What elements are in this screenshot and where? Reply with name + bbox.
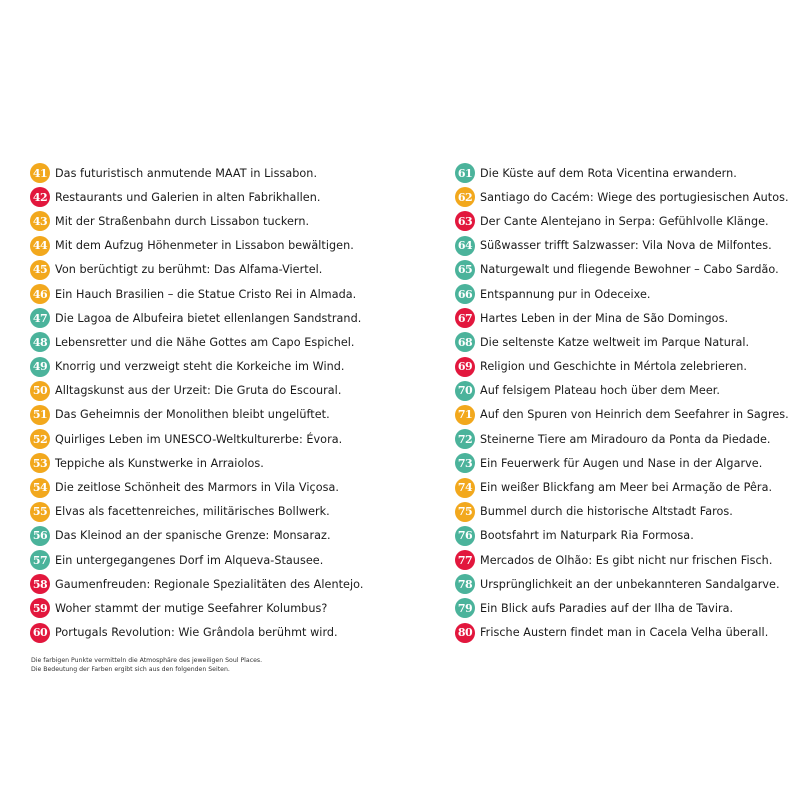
list-item	[455, 427, 795, 451]
number-badge: 49	[30, 357, 50, 377]
list-item	[455, 572, 795, 596]
list-item-text: Ein weißer Blickfang am Meer bei Armação de Pêra.	[480, 481, 773, 495]
list-item	[30, 548, 420, 572]
list-item-text: Teppiche als Kunstwerke in Arraiolos.	[55, 456, 264, 470]
list-item	[455, 209, 795, 233]
list-item-text: Mercados de Olhão: Es gibt nicht nur frischen Fisch.	[480, 553, 773, 567]
number-badge: 70	[455, 381, 475, 401]
list-item-text: Ein Blick aufs Paradies auf der Ilha de Tavira.	[480, 601, 734, 615]
number-badge: 54	[30, 478, 50, 498]
list-item-text: Bummel durch die historische Altstadt Faros.	[480, 505, 733, 519]
list-item	[30, 209, 420, 233]
list-item-text: Der Cante Alentejano in Serpa: Gefühlvolle Klänge.	[480, 214, 769, 228]
list-item	[30, 572, 420, 596]
list-item-text: Auf den Spuren von Heinrich dem Seefahrer in Sagres.	[480, 408, 789, 422]
number-badge: 53	[30, 453, 50, 473]
list-item-text: Ein Hauch Brasilien – die Statue Cristo Rei in Almada.	[55, 287, 357, 301]
list-item	[455, 621, 795, 645]
number-badge: 79	[455, 598, 475, 618]
list-item-text: Entspannung pur in Odeceixe.	[480, 287, 651, 301]
list-item-text: Religion und Geschichte in Mértola zelebrieren.	[480, 360, 748, 374]
number-badge: 46	[30, 284, 50, 304]
number-badge: 68	[455, 332, 475, 352]
list-item-text: Das Kleinod an der spanische Grenze: Monsaraz.	[55, 529, 331, 543]
list-item-text: Portugals Revolution: Wie Grândola berühmt wird.	[55, 626, 338, 640]
list-item-text: Die Lagoa de Albufeira bietet ellenlangen Sandstrand.	[55, 311, 362, 325]
number-badge: 60	[30, 623, 50, 643]
number-badge: 76	[455, 526, 475, 546]
list-item-text: Die Küste auf dem Rota Vicentina erwandern.	[480, 166, 737, 180]
list-item-text: Auf felsigem Plateau hoch über dem Meer.	[480, 384, 720, 398]
footnote-line-1: Die farbigen Punkte vermitteln die Atmosphäre des jeweiligen Soul Places.	[31, 657, 263, 664]
number-badge: 44	[30, 236, 50, 256]
list-item-text: Woher stammt der mutige Seefahrer Kolumbus?	[55, 601, 328, 615]
number-badge: 41	[30, 163, 50, 183]
list-item	[30, 185, 420, 209]
number-badge: 78	[455, 574, 475, 594]
number-badge: 64	[455, 236, 475, 256]
list-item	[455, 524, 795, 548]
list-item	[455, 185, 795, 209]
index-list-left	[30, 161, 420, 645]
number-badge: 45	[30, 260, 50, 280]
number-badge: 56	[30, 526, 50, 546]
number-badge: 65	[455, 260, 475, 280]
list-item	[30, 500, 420, 524]
number-badge: 66	[455, 284, 475, 304]
number-badge: 62	[455, 187, 475, 207]
number-badge: 43	[30, 211, 50, 231]
list-item	[455, 330, 795, 354]
number-badge: 58	[30, 574, 50, 594]
number-badge: 80	[455, 623, 475, 643]
number-badge: 75	[455, 502, 475, 522]
number-badge: 72	[455, 429, 475, 449]
list-item-text: Santiago do Cacém: Wiege des portugiesischen Autos.	[480, 190, 789, 204]
list-item	[30, 306, 420, 330]
number-badge: 71	[455, 405, 475, 425]
number-badge: 47	[30, 308, 50, 328]
list-item-text: Naturgewalt und fliegende Bewohner – Cabo Sardão.	[480, 263, 779, 277]
list-item	[30, 258, 420, 282]
list-item-text: Ursprünglichkeit an der unbekannteren Sandalgarve.	[480, 577, 780, 591]
list-item-text: Frische Austern findet man in Cacela Velha überall.	[480, 626, 769, 640]
number-badge: 59	[30, 598, 50, 618]
list-item	[455, 403, 795, 427]
list-item-text: Lebensretter und die Nähe Gottes am Capo Espichel.	[55, 335, 355, 349]
number-badge: 50	[30, 381, 50, 401]
number-badge: 77	[455, 550, 475, 570]
list-item	[30, 403, 420, 427]
number-badge: 42	[30, 187, 50, 207]
list-item-text: Ein Feuerwerk für Augen und Nase in der Algarve.	[480, 456, 763, 470]
list-item-text: Knorrig und verzweigt steht die Korkeiche im Wind.	[55, 360, 345, 374]
list-item	[455, 548, 795, 572]
list-item	[455, 234, 795, 258]
number-badge: 74	[455, 478, 475, 498]
list-item	[455, 258, 795, 282]
list-item-text: Mit dem Aufzug Höhenmeter in Lissabon bewältigen.	[55, 239, 354, 253]
list-item	[455, 306, 795, 330]
footnote	[31, 656, 262, 674]
list-item	[455, 451, 795, 475]
number-badge: 51	[30, 405, 50, 425]
list-item	[455, 355, 795, 379]
index-list-right	[455, 161, 795, 645]
list-item-text: Steinerne Tiere am Miradouro da Ponta da Piedade.	[480, 432, 771, 446]
list-item	[30, 355, 420, 379]
list-item-text: Restaurants und Galerien in alten Fabrikhallen.	[55, 190, 321, 204]
list-item	[455, 475, 795, 499]
list-item	[30, 475, 420, 499]
list-item-text: Süßwasser trifft Salzwasser: Vila Nova de Milfontes.	[480, 239, 772, 253]
number-badge: 57	[30, 550, 50, 570]
list-item	[455, 161, 795, 185]
list-item	[30, 234, 420, 258]
list-item	[30, 427, 420, 451]
number-badge: 55	[30, 502, 50, 522]
list-item	[30, 161, 420, 185]
list-item	[30, 330, 420, 354]
number-badge: 52	[30, 429, 50, 449]
number-badge: 69	[455, 357, 475, 377]
list-item-text: Gaumenfreuden: Regionale Spezialitäten des Alentejo.	[55, 577, 364, 591]
list-item-text: Das futuristisch anmutende MAAT in Lissabon.	[55, 166, 318, 180]
list-item	[30, 621, 420, 645]
list-item	[30, 379, 420, 403]
list-item-text: Quirliges Leben im UNESCO-Weltkulturerbe: Évora.	[55, 432, 343, 446]
number-badge: 61	[455, 163, 475, 183]
list-item	[455, 282, 795, 306]
list-item-text: Ein untergegangenes Dorf im Alqueva-Stausee.	[55, 553, 324, 567]
list-item-text: Hartes Leben in der Mina de São Domingos.	[480, 311, 729, 325]
list-item-text: Bootsfahrt im Naturpark Ria Formosa.	[480, 529, 694, 543]
number-badge: 73	[455, 453, 475, 473]
list-item	[30, 596, 420, 620]
list-item-text: Elvas als facettenreiches, militärisches Bollwerk.	[55, 505, 330, 519]
number-badge: 48	[30, 332, 50, 352]
list-item	[30, 451, 420, 475]
list-item-text: Die seltenste Katze weltweit im Parque Natural.	[480, 335, 750, 349]
list-item	[30, 282, 420, 306]
list-item-text: Das Geheimnis der Monolithen bleibt ungelüftet.	[55, 408, 330, 422]
number-badge: 63	[455, 211, 475, 231]
list-item-text: Mit der Straßenbahn durch Lissabon tuckern.	[55, 214, 310, 228]
footnote-line-2: Die Bedeutung der Farben ergibt sich aus den folgenden Seiten.	[31, 666, 230, 673]
list-item-text: Die zeitlose Schönheit des Marmors in Vila Viçosa.	[55, 481, 339, 495]
list-item	[30, 524, 420, 548]
list-item	[455, 379, 795, 403]
list-item	[455, 500, 795, 524]
list-item-text: Von berüchtigt zu berühmt: Das Alfama-Viertel.	[55, 263, 323, 277]
list-item	[455, 596, 795, 620]
list-item-text: Alltagskunst aus der Urzeit: Die Gruta do Escoural.	[55, 384, 342, 398]
number-badge: 67	[455, 308, 475, 328]
